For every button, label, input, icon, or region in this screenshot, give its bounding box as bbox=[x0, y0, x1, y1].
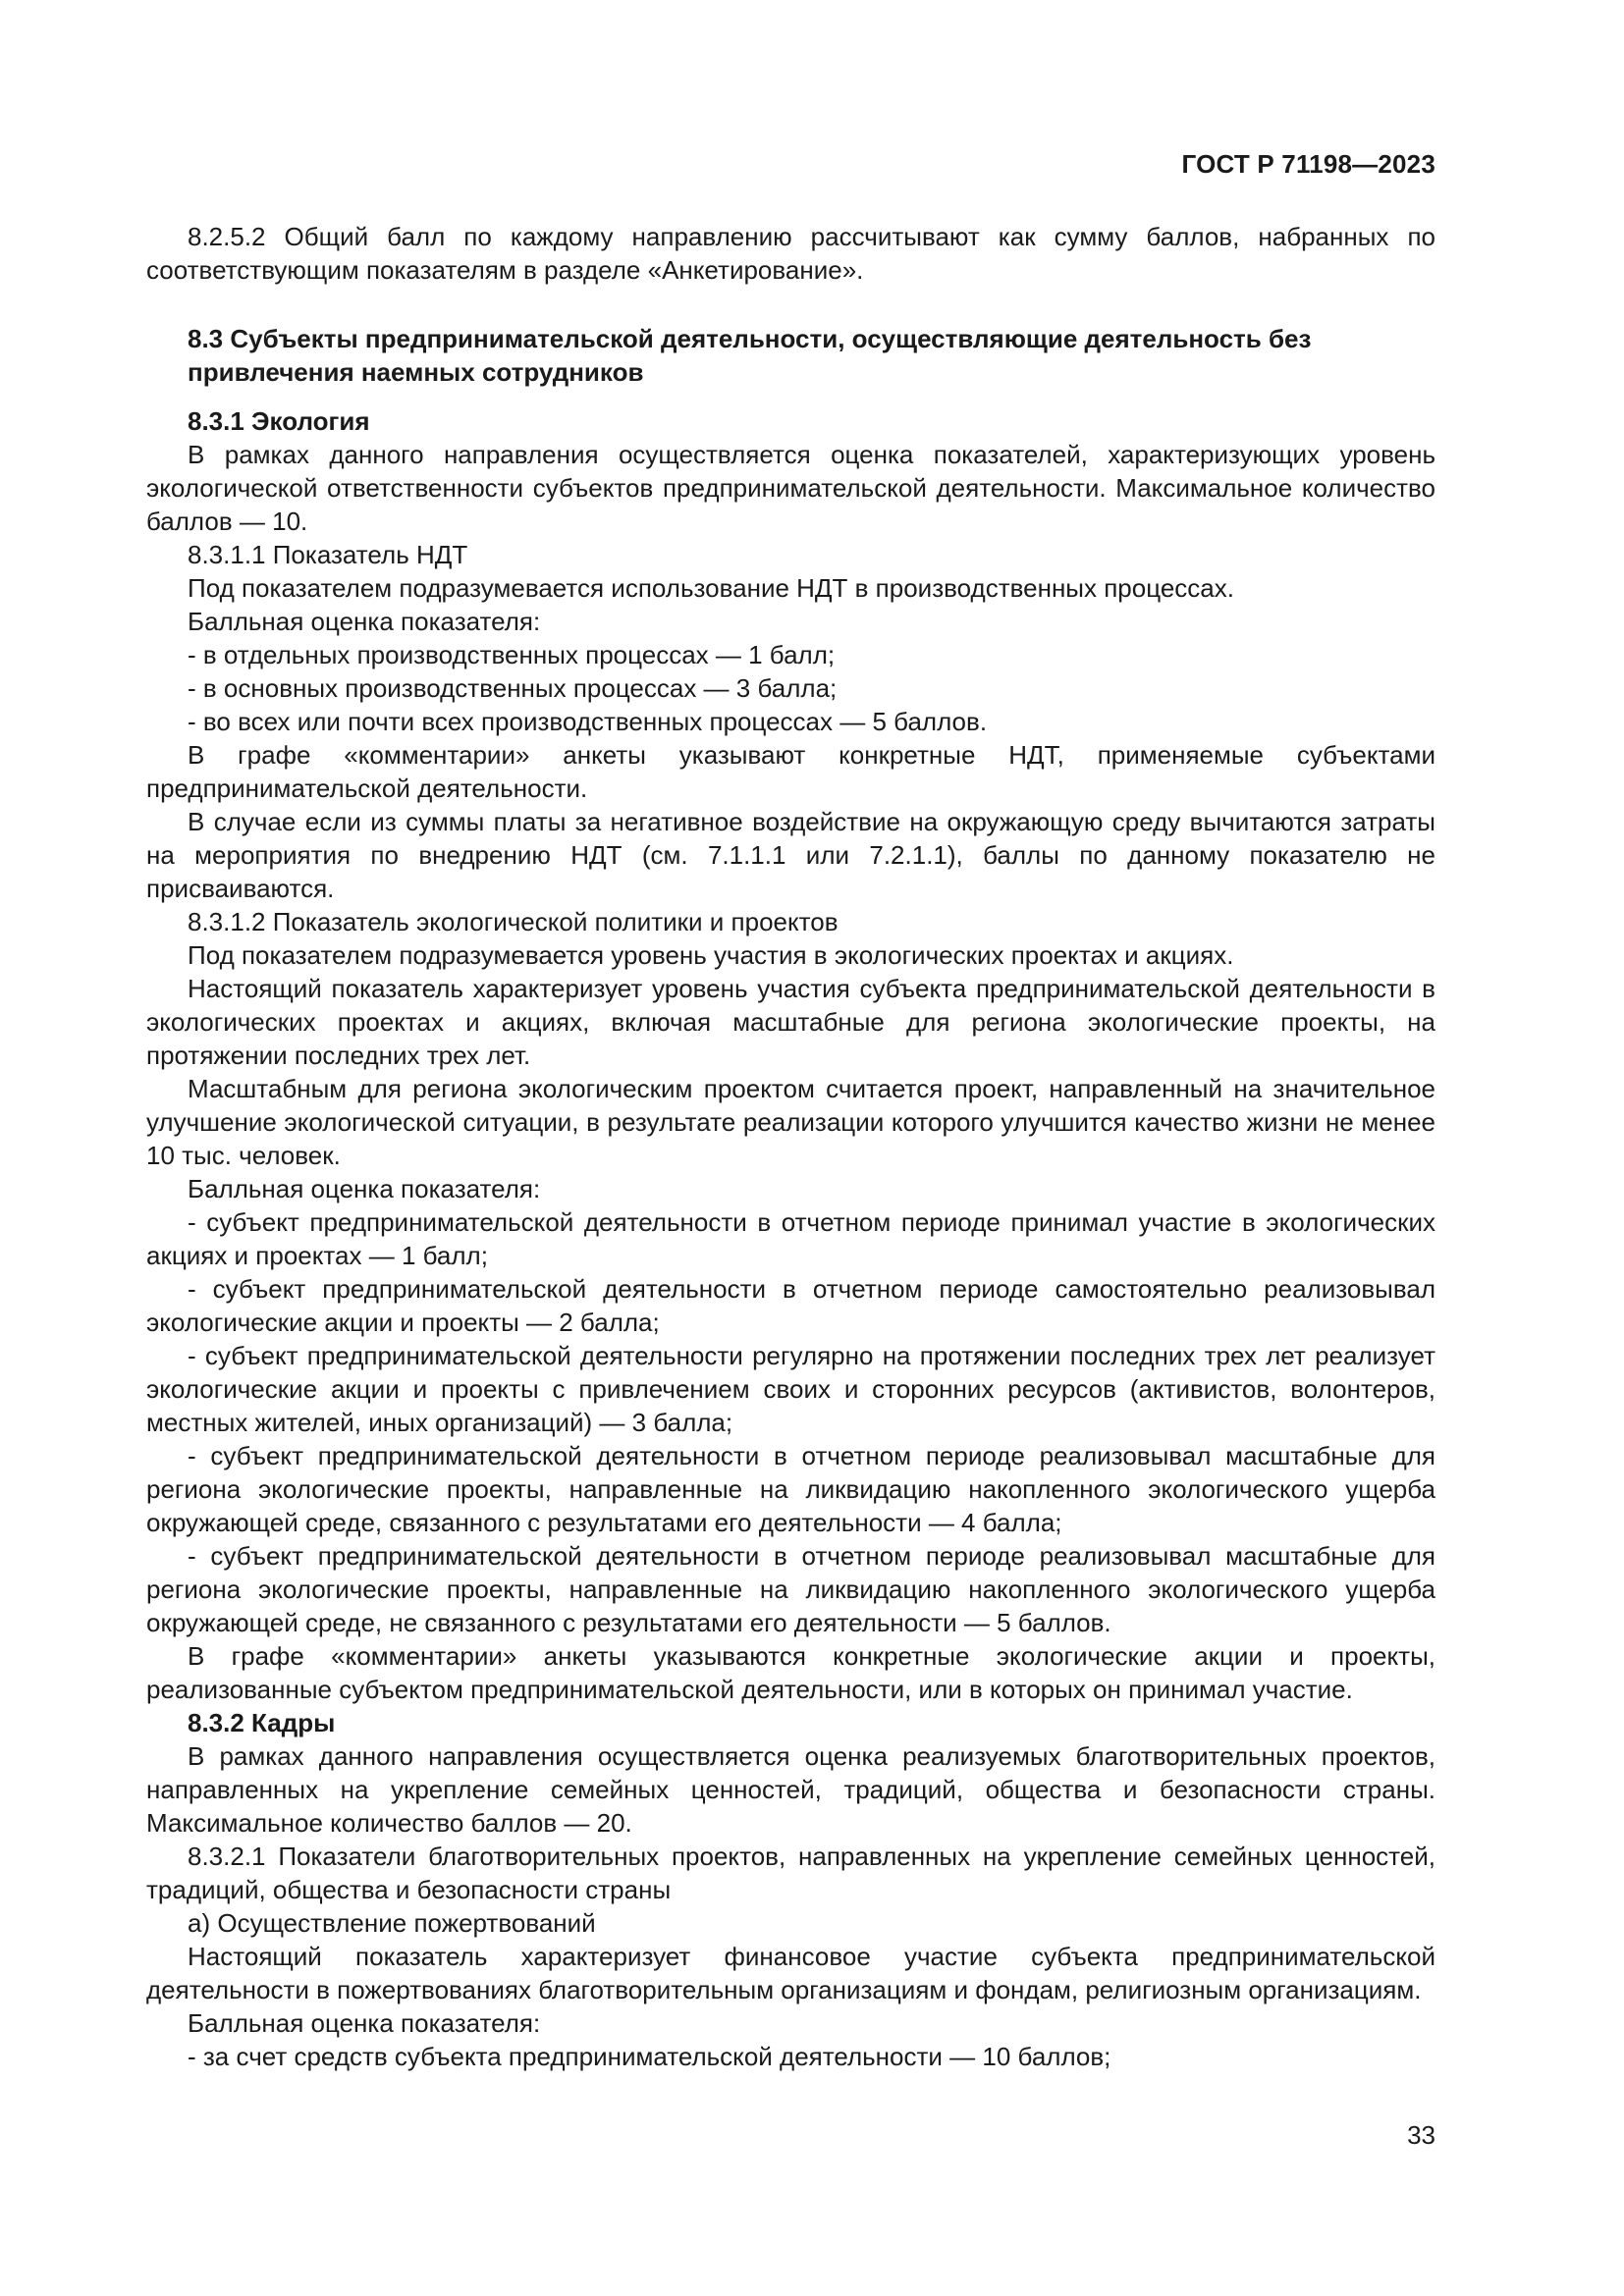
subsection-title-8-3-2: 8.3.2 Кадры bbox=[188, 1708, 336, 1737]
clause-title-8-3-1-1: 8.3.1.1 Показатель НДТ bbox=[188, 540, 468, 569]
clause-title-8-3-1-2: 8.3.1.2 Показатель экологической политики и проектов bbox=[188, 907, 839, 936]
list-item: - субъект предпринимательской деятельности в отчетном периоде реализовывал масштабные для региона экологические проекты, направленные на ликвидацию накопленного экологического ущерба окружающей среде, не связанного с результатами его деятельности — 5 баллов. bbox=[146, 1541, 1435, 1637]
paragraph-8-3-1-1-comment: В графе «комментарии» анкеты указывают конкретные НДТ, применяемые субъектами предпринимательской деятельности. bbox=[146, 740, 1435, 803]
list-item: - во всех или почти всех производственных процессах — 5 баллов. bbox=[188, 707, 988, 736]
clause-item-a: а) Осуществление пожертвований bbox=[188, 1908, 596, 1938]
paragraph-8-3-1-1-def: Под показателем подразумевается использование НДТ в производственных процессах. bbox=[188, 573, 1234, 603]
paragraph-8-3-1-intro: В рамках данного направления осуществляется оценка показателей, характеризующих уровень экологической ответственности субъектов предпринимательской деятельности. Максимальное количество баллов — 10. bbox=[146, 440, 1435, 536]
page-number: 33 bbox=[1407, 2120, 1435, 2150]
section-title-8-3: 8.3 Субъекты предпринимательской деятельности, осуществляющие деятельность без привлечения наемных сотрудников bbox=[188, 324, 1312, 387]
clause-title-8-3-2-1: 8.3.2.1 Показатели благотворительных проектов, направленных на укрепление семейных ценностей, традиций, общества и безопасности страны bbox=[146, 1842, 1435, 1904]
paragraph-8-3-1-1-case: В случае если из суммы платы за негативное воздействие на окружающую среду вычитаются затраты на мероприятия по внедрению НДТ (см. 7.1.1.1 или 7.2.1.1), баллы по данному показателю не присваиваются. bbox=[146, 807, 1435, 903]
paragraph-8-3-1-2-comment: В графе «комментарии» анкеты указываются конкретные экологические акции и проекты, реализованные субъектом предпринимательской деятельности, или в которых он принимал участие. bbox=[146, 1641, 1435, 1704]
paragraph-8-2-5-2: 8.2.5.2 Общий балл по каждому направлению рассчитывают как сумму баллов, набранных по соответствующим показателям в разделе «Анкетирование». bbox=[146, 222, 1435, 285]
paragraph-8-3-2-1-desc: Настоящий показатель характеризует финансовое участие субъекта предпринимательской деятельности в пожертвованиях благотворительным организациям и фондам, религиозным организациям. bbox=[146, 1942, 1435, 2004]
list-item: - субъект предпринимательской деятельности в отчетном периоде реализовывал масштабные для региона экологические проекты, направленные на ликвидацию накопленного экологического ущерба окружающей среде, связанного с результатами его деятельности — 4 балла; bbox=[146, 1441, 1435, 1537]
list-item: - в отдельных производственных процессах — 1 балл; bbox=[188, 640, 836, 669]
list-item: - субъект предпринимательской деятельности регулярно на протяжении последних трех лет реализует экологические акции и проекты с привлечением своих и сторонних ресурсов (активистов, волонтеров, местных жителей, иных организаций) — 3 балла; bbox=[146, 1341, 1435, 1437]
document-body bbox=[146, 220, 1435, 2073]
paragraph-8-3-1-2-desc: Настоящий показатель характеризует уровень участия субъекта предпринимательской деятельности в экологических проектах и акциях, включая масштабные для региона экологические проекты, на протяжении последних трех лет. bbox=[146, 974, 1435, 1070]
paragraph-8-3-2-intro: В рамках данного направления осуществляется оценка реализуемых благотворительных проектов, направленных на укрепление семейных ценностей, традиций, общества и безопасности страны. Максимальное количество баллов — 20. bbox=[146, 1741, 1435, 1838]
subsection-title-8-3-1: 8.3.1 Экология bbox=[188, 406, 370, 436]
list-item: - за счет средств субъекта предпринимательской деятельности — 10 баллов; bbox=[188, 2042, 1111, 2071]
paragraph-8-3-1-2-scale: Масштабным для региона экологическим проектом считается проект, направленный на значительное улучшение экологической ситуации, в результате реализации которого улучшится качество жизни не менее 10 тыс. человек. bbox=[146, 1074, 1435, 1170]
list-item: - в основных производственных процессах — 3 балла; bbox=[188, 673, 838, 703]
list-item: - субъект предпринимательской деятельности в отчетном периоде самостоятельно реализовывал экологические акции и проекты — 2 балла; bbox=[146, 1274, 1435, 1337]
paragraph-8-3-1-1-scoring: Балльная оценка показателя: bbox=[188, 607, 541, 636]
paragraph-8-3-1-2-scoring: Балльная оценка показателя: bbox=[188, 1174, 541, 1203]
list-item: - субъект предпринимательской деятельности в отчетном периоде принимал участие в экологических акциях и проектах — 1 балл; bbox=[146, 1207, 1435, 1270]
paragraph-8-3-2-1-scoring: Балльная оценка показателя: bbox=[188, 2008, 541, 2038]
document-code: ГОСТ Р 71198—2023 bbox=[1181, 149, 1435, 179]
paragraph-8-3-1-2-def: Под показателем подразумевается уровень участия в экологических проектах и акциях. bbox=[188, 940, 1234, 970]
